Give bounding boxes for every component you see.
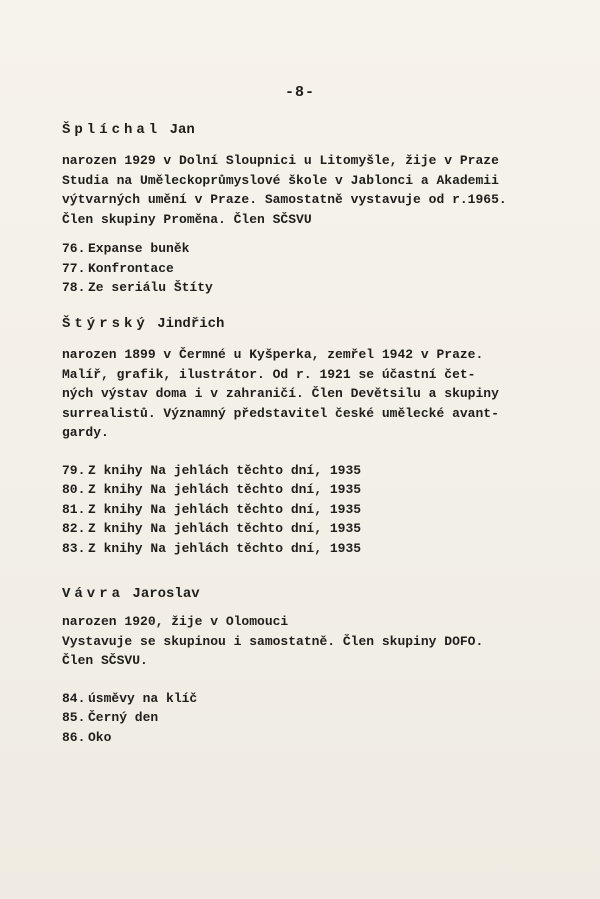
page-number: -8- xyxy=(284,84,315,101)
artist-entry-vavra xyxy=(62,584,582,747)
bio-line: Malíř, grafik, ilustrátor. Od r. 1921 se účastní čet- xyxy=(62,366,476,382)
list-item xyxy=(62,259,582,279)
work-number: 76. xyxy=(62,241,86,256)
bio-line: Studia na Uměleckoprůmyslové škole v Jablonci a Akademii xyxy=(62,172,499,188)
bio-line: Člen SČSVU. xyxy=(62,653,148,668)
work-title: Z knihy Na jehlách těchto dní, 1935 xyxy=(88,482,362,497)
work-title: Z knihy Na jehlách těchto dní, 1935 xyxy=(88,501,362,517)
work-title: úsměvy na klíč xyxy=(88,690,198,706)
work-number: 80. xyxy=(62,482,86,497)
list-item xyxy=(62,728,582,748)
artist-firstname: Jindřich xyxy=(157,316,225,332)
artist-bio xyxy=(62,151,582,229)
bio-line: ných výstav doma i v zahraničí. Člen Devětsilu a skupiny xyxy=(62,386,499,401)
work-number: 85. xyxy=(62,710,86,725)
bio-line: Vystavuje se skupinou i samostatně. Člen skupiny DOFO. xyxy=(62,633,484,649)
work-title: Oko xyxy=(88,729,112,745)
bio-line: narozen 1929 v Dolní Sloupnici u Litomyšle, žije v Praze xyxy=(62,153,499,168)
work-number: 84. xyxy=(62,690,86,706)
list-item xyxy=(62,519,582,539)
artist-surname: Vávra xyxy=(62,586,125,602)
work-number: 83. xyxy=(62,540,86,556)
bio-line: gardy. xyxy=(62,425,109,440)
work-number: 79. xyxy=(62,462,86,478)
bio-line: Člen skupiny Proměna. Člen SČSVU xyxy=(62,211,312,227)
artist-surname: Štýrský xyxy=(62,316,149,332)
artist-name xyxy=(62,584,582,604)
artist-bio xyxy=(62,345,582,443)
list-item xyxy=(62,239,582,259)
work-title: Z knihy Na jehlách těchto dní, 1935 xyxy=(88,462,362,478)
list-item xyxy=(62,278,582,298)
bio-line: surrealistů. Významný představitel české umělecké avant- xyxy=(62,405,499,421)
work-title: Černý den xyxy=(88,710,159,725)
artist-entry-styrsky xyxy=(62,314,582,558)
list-item xyxy=(62,480,582,500)
works-list xyxy=(62,239,582,298)
list-item xyxy=(62,500,582,520)
artist-firstname: Jan xyxy=(169,122,195,138)
artist-bio xyxy=(62,612,582,671)
list-item xyxy=(62,689,582,709)
works-list xyxy=(62,689,582,748)
artist-name xyxy=(62,120,582,140)
artist-entry-splichal xyxy=(62,120,582,298)
work-number: 81. xyxy=(62,501,86,517)
work-title: Z knihy Na jehlách těchto dní, 1935 xyxy=(88,540,362,556)
artist-surname: Šplíchal xyxy=(62,122,162,138)
work-title: Ze seriálu Štíty xyxy=(88,280,213,295)
bio-line: výtvarných umění v Praze. Samostatně vystavuje od r.1965. xyxy=(62,192,507,207)
work-title: Z knihy Na jehlách těchto dní, 1935 xyxy=(88,521,362,536)
work-number: 86. xyxy=(62,729,86,745)
artist-firstname: Jaroslav xyxy=(132,586,200,602)
works-list xyxy=(62,461,582,559)
list-item xyxy=(62,461,582,481)
work-title: Konfrontace xyxy=(88,260,174,276)
bio-line: narozen 1899 v Čermné u Kyšperka, zemřel 1942 v Praze. xyxy=(62,347,484,362)
work-title: Expanse buněk xyxy=(88,241,190,256)
artist-name xyxy=(62,314,582,334)
work-number: 77. xyxy=(62,260,86,276)
bio-line: narozen 1920, žije v Olomouci xyxy=(62,614,289,629)
list-item xyxy=(62,539,582,559)
list-item xyxy=(62,708,582,728)
work-number: 82. xyxy=(62,521,86,536)
work-number: 78. xyxy=(62,280,86,295)
